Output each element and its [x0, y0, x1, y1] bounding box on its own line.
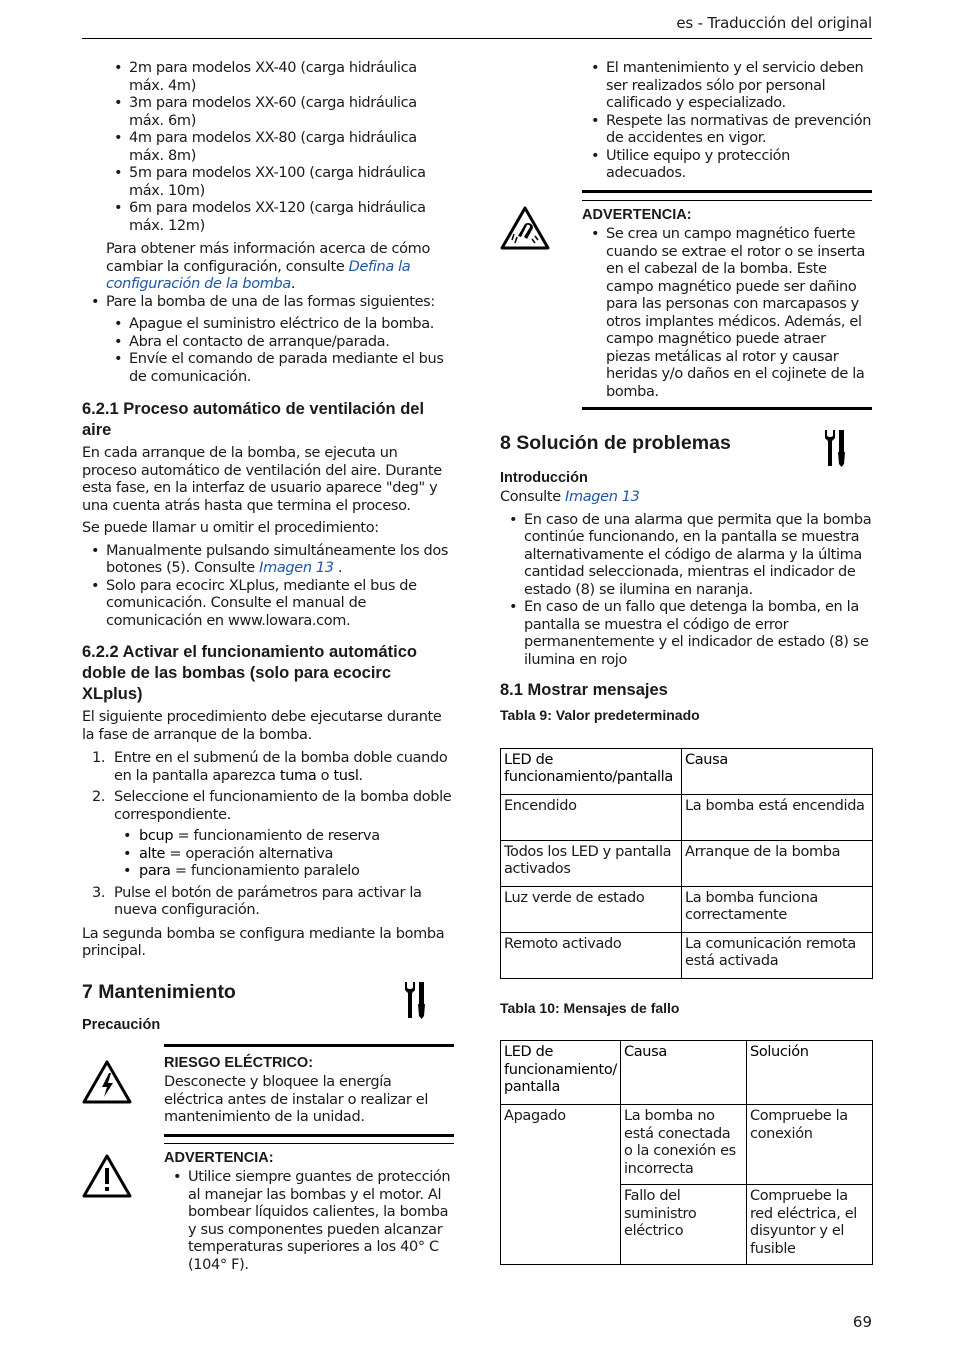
config-link[interactable]: Defina la configuración de la bomba [106, 258, 411, 292]
magnetic-field-icon [500, 206, 550, 250]
mode-item: • para = funcionamiento paralelo [114, 863, 454, 881]
list-item: • 4m para modelos XX-80 (carga hidráulica máx. 8m) [82, 130, 454, 165]
column-header: Causa [621, 1041, 747, 1105]
notice-item: • Se crea un campo magnético fuerte cuando se extrae el rotor o se inserta en el cabezal de la bomba. Este campo magnético puede ser dañino para las personas con marcapasos y otros implantes médicos. Además, el campo magnético puede atraer piezas metálicas al rotor y causar heridas y/o daños en el cojinete de la bomba. [582, 226, 872, 401]
table-row [501, 1105, 873, 1185]
table-header-row [501, 1041, 873, 1105]
steps-list [82, 750, 454, 920]
electrical-hazard-icon [82, 1060, 132, 1104]
table-row [501, 932, 873, 978]
list-item: • Manualmente pulsando simultáneamente los dos botones (5). Consulte Imagen 13 . [82, 543, 454, 578]
list-item: • Utilice equipo y protección adecuados. [582, 148, 872, 183]
list-item: • Apague el suministro eléctrico de la bomba. [82, 316, 454, 334]
warning-icon [82, 1154, 132, 1198]
image-13-link[interactable]: Imagen 13 [259, 560, 334, 576]
caution-label: Precaución [82, 1016, 161, 1033]
info-paragraph: Para obtener más información acerca de cómo cambiar la configuración, consulte Defina la configuración de la bomba. [106, 241, 430, 292]
paragraph: La segunda bomba se configura mediante la bomba principal. [82, 925, 445, 959]
model-list [82, 60, 454, 235]
table-cell: Remoto activado [501, 932, 682, 978]
introduction-label: Introducción [500, 470, 588, 486]
maintenance-list [582, 60, 872, 183]
stop-intro: • Pare la bomba de una de las formas siguientes: [82, 294, 454, 312]
column-header: LED de funcionamiento/ pantalla [501, 1041, 621, 1105]
table-cell: La comunicación remota está activada [682, 932, 873, 978]
table-row [501, 840, 873, 886]
table-cell: Arranque de la bomba [682, 840, 873, 886]
step-1: 1. Entre en el submenú de la bomba doble cuando en la pantalla aparezca tuma o tusl. [92, 750, 448, 784]
mode-item: • alte = operación alternativa [114, 846, 454, 864]
table-cell: Encendido [501, 794, 682, 840]
troubleshooting-list [500, 512, 872, 670]
column-header: LED de funcionamiento/pantalla [501, 748, 682, 794]
list-item: • En caso de una alarma que permita que la bomba continúe funcionando, en la pantalla se muestra alternativamente el código de alarma y la última cantidad seleccionada, mientras el indicador de estado (8) se ilumina en naranja. [500, 512, 872, 600]
table-10-caption: Tabla 10: Mensajes de fallo [500, 999, 680, 1016]
table-header-row [501, 748, 873, 794]
table-cell: Luz verde de estado [501, 886, 682, 932]
right-column [500, 60, 872, 1265]
fault-messages-table [500, 1040, 873, 1265]
table-cell: La bomba está encendida [682, 794, 873, 840]
tools-icon [822, 428, 848, 468]
list-item: • 2m para modelos XX-40 (carga hidráulica máx. 4m) [82, 60, 454, 95]
section-8-heading: 8 Solución de problemas [500, 431, 872, 455]
header-text: es - Traducción del original [676, 14, 872, 32]
column-header: Causa [682, 748, 873, 794]
table-cell: La bomba funciona correctamente [682, 886, 873, 932]
table-9-caption: Tabla 9: Valor predeterminado [500, 707, 700, 723]
table-cell: Fallo del suministro eléctrico [621, 1185, 747, 1265]
list-item: • 3m para modelos XX-60 (carga hidráulica máx. 6m) [82, 95, 454, 130]
list-item: • 6m para modelos XX-120 (carga hidráulica máx. 12m) [82, 200, 454, 235]
table-cell: Apagado [501, 1105, 621, 1265]
warning-notice [82, 1134, 454, 1275]
list-item: • Abra el contacto de arranque/parada. [82, 334, 454, 352]
list-item: • Solo para ecocirc XLplus, mediante el bus de comunicación. Consulte el manual de comunicación en www.lowara.com. [82, 578, 454, 631]
column-header: Solución [747, 1041, 873, 1105]
page-header [82, 14, 872, 39]
mode-item: • bcup = funcionamiento de reserva [114, 828, 454, 846]
page-number: 69 [852, 1313, 872, 1331]
table-cell: Todos los LED y pantalla activados [501, 840, 682, 886]
section-7-heading: 7 Mantenimiento [82, 980, 454, 1004]
notice-title: ADVERTENCIA: [582, 206, 692, 223]
section-6-2-2-heading: 6.2.2 Activar el funcionamiento automático doble de las bombas (solo para ecocirc XLplus) [82, 643, 417, 703]
left-column [82, 60, 454, 1274]
list-item: • 5m para modelos XX-100 (carga hidráulica máx. 10m) [82, 165, 454, 200]
list-item: • Envíe el comando de parada mediante el bus de comunicación. [82, 351, 454, 386]
section-8-1-heading: 8.1 Mostrar mensajes [500, 681, 668, 699]
tools-icon [402, 980, 428, 1020]
stop-list [82, 316, 454, 386]
table-cell: Compruebe la conexión [747, 1105, 873, 1185]
list-item: • El mantenimiento y el servicio deben ser realizados sólo por personal calificado y especializado. [582, 60, 872, 113]
notice-title: RIESGO ELÉCTRICO: [164, 1054, 314, 1071]
modes-list [114, 828, 454, 881]
list-item: • En caso de un fallo que detenga la bomba, en la pantalla se muestra el código de error permanentemente y el indicador de estado (8) se ilumina en rojo [500, 599, 872, 669]
notice-item: • Utilice siempre guantes de protección al manejar las bombas y el motor. Al bombear líquidos calientes, la bomba y sus componentes pueden alcanzar temperaturas superiores a los 40° C (104° F). [164, 1169, 454, 1274]
table-cell: La bomba no está conectada o la conexión es incorrecta [621, 1105, 747, 1185]
magnetic-warning-notice [500, 190, 872, 411]
list-item: • Respete las normativas de prevención de accidentes en vigor. [582, 113, 872, 148]
image-13-link[interactable]: Imagen 13 [565, 489, 640, 505]
paragraph: Se puede llamar u omitir el procedimiento: [82, 520, 379, 536]
paragraph: Consulte Imagen 13 [500, 489, 640, 505]
paragraph: El siguiente procedimiento debe ejecutarse durante la fase de arranque de la bomba. [82, 709, 442, 743]
step-3: 3. Pulse el botón de parámetros para activar la nueva configuración. [92, 884, 422, 918]
paragraph: En cada arranque de la bomba, se ejecuta un proceso automático de ventilación del aire. Durante esta fase, en la interfaz de usuario aparece "deg" y una cuenta atrás hasta que termina el proceso. [82, 445, 442, 514]
table-cell: Compruebe la red eléctrica, el disyuntor y el fusible [747, 1185, 873, 1265]
step-2: 2. Seleccione el funcionamiento de la bomba doble correspondiente. • bcup = funcionamiento de reserva • alte = operación alternativa • para = funcionamiento paralelo [82, 789, 454, 881]
default-values-table [500, 748, 873, 979]
notice-text: Desconecte y bloquee la energía eléctrica antes de instalar o realizar el mantenimiento de la unidad. [164, 1074, 429, 1125]
section-6-2-1-heading: 6.2.1 Proceso automático de ventilación del aire [82, 400, 425, 439]
table-row [501, 794, 873, 840]
electrical-risk-notice [82, 1044, 454, 1134]
table-row [501, 886, 873, 932]
notice-title: ADVERTENCIA: [164, 1149, 274, 1166]
